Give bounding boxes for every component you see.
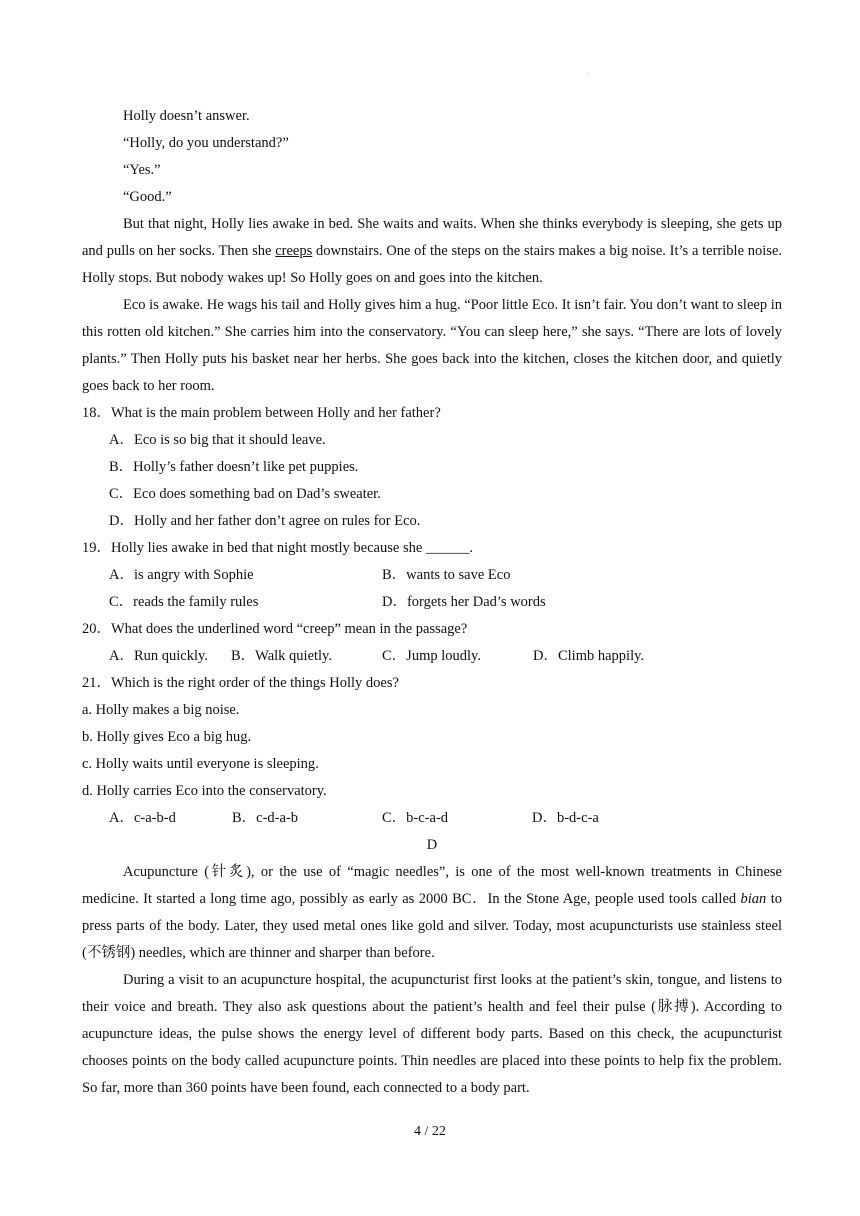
passage-text: to press parts of the body. Later, they used metal ones like gold and silver. Today, most acupuncturists use stainless steel (不锈钢) needles, which are thinner and sharper than before. [82,891,782,961]
passage-d-paragraph: During a visit to an acupuncture hospital, the acupuncturist first looks at the patient’s skin, tongue, and listens to their voice and breath. They also ask questions about the patient’s health and feel their pulse (脉搏). According to acupuncture ideas, the pulse shows the energy level of different body parts. Based on this check, the acupuncturist chooses points on the body called acupuncture points. Thin needles are placed into these points to help fix the problem. So far, more than 360 points have been found, each connected to a body part. [82,972,782,1096]
story-line: “Holly, do you understand?” [123,135,289,151]
question-21-option-a: A．c-a-b-d [109,810,176,826]
question-20-stem: 20．What does the underlined word “creep” mean in the passage? [82,621,468,637]
underlined-word-creeps: creeps [275,243,313,259]
question-18-option-d: D．Holly and her father don’t agree on rules for Eco. [109,513,421,529]
question-19-option-b: B．wants to save Eco [382,567,511,583]
story-line: “Good.” [123,189,172,205]
question-21-options-row [82,805,782,832]
question-20-option-c: C．Jump loudly. [382,648,481,664]
question-21-statement-a: a. Holly makes a big noise. [82,702,240,718]
story-text: downstairs. One of the steps on the stairs makes a big noise. It’s a terrible noise. Holly stops. But nobody wakes up! So Holly goes on and goes into the kitchen. [82,243,783,286]
italic-word-bian: bian [740,891,767,907]
story-paragraph [82,211,782,292]
question-19-option-c: C．reads the family rules [109,594,259,610]
question-21-stem: 21．Which is the right order of the things Holly does? [82,675,399,691]
passage-d-paragraph [82,859,782,967]
question-21-statement-c: c. Holly waits until everyone is sleeping. [82,756,319,772]
question-18-stem: 18．What is the main problem between Holly and her father? [82,405,441,421]
section-heading-d: D [426,837,438,853]
passage-text: Acupuncture (针炙), or the use of “magic needles”, is one of the most well-known treatments in Chinese medicine. It started a long time ago, possibly as early as 2000 BC．In the Stone Age, people used tools called [82,864,782,907]
question-19-options-row [82,562,782,589]
question-21-statement-b: b. Holly gives Eco a big hug. [82,729,252,745]
story-line: “Yes.” [123,162,161,178]
question-18-option-c: C．Eco does something bad on Dad’s sweater. [109,486,381,502]
question-18-option-a: A．Eco is so big that it should leave. [109,432,326,448]
question-18-option-b: B．Holly’s father doesn’t like pet puppies. [109,459,359,475]
question-20-options-row [82,643,782,670]
header-mark: : [588,72,590,78]
question-21-statement-d: d. Holly carries Eco into the conservatory. [82,783,327,799]
story-line: Holly doesn’t answer. [123,108,250,124]
story-text: But that night, Holly lies awake in bed. She waits and waits. When she thinks everybody is sleeping, she gets up and pulls on her socks. Then she [82,216,782,259]
page-number: 4 / 22 [414,1124,446,1139]
question-19-options-row [82,589,782,616]
question-21-option-b: B．c-d-a-b [232,810,299,826]
question-20-option-d: D．Climb happily. [533,648,645,664]
question-20-option-a: A．Run quickly. [109,648,208,664]
question-21-option-d: D．b-d-c-a [532,810,599,826]
question-19-stem: 19．Holly lies awake in bed that night mostly because she ______. [82,540,474,556]
story-paragraph: Eco is awake. He wags his tail and Holly gives him a hug. “Poor little Eco. It isn’t fair. You don’t want to sleep in this rotten old kitchen.” She carries him into the conservatory. “You can sleep here,” she says. “There are lots of lovely plants.” Then Holly puts his basket near her herbs. She goes back into the kitchen, closes the kitchen door, and quietly goes back to her room. [82,297,782,394]
question-19-option-d: D．forgets her Dad’s words [382,594,546,610]
question-20-option-b: B．Walk quietly. [231,648,332,664]
page-content [82,103,782,1102]
question-21-option-c: C．b-c-a-d [382,810,449,826]
question-19-option-a: A．is angry with Sophie [109,567,254,583]
